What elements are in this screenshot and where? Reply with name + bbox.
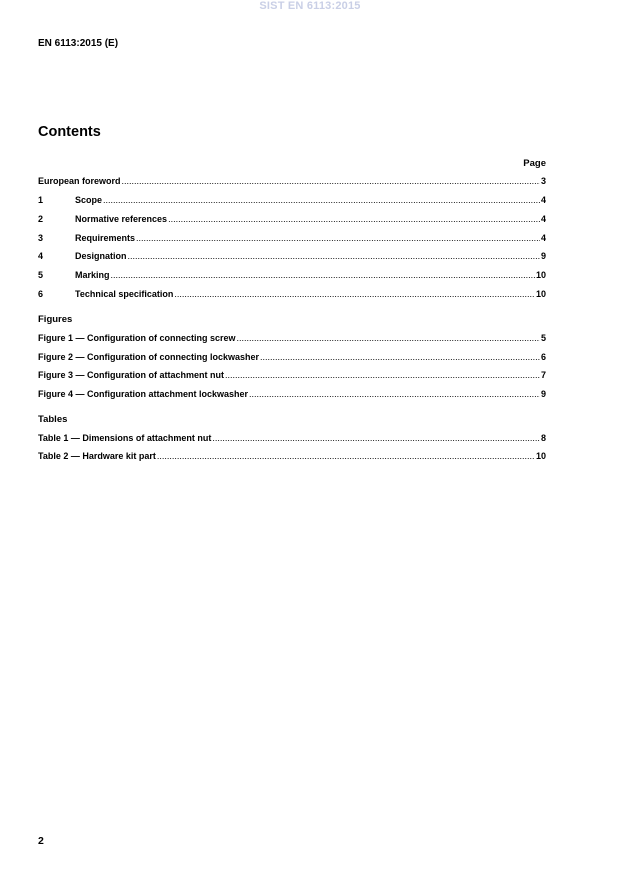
- toc-entry-figure-2[interactable]: [38, 352, 546, 364]
- watermark: SIST EN 6113:2015: [259, 0, 361, 12]
- contents-title: Contents: [38, 124, 101, 140]
- toc-entry-page: 7: [540, 370, 546, 380]
- toc-entry-text: Figure 1 — Configuration of connecting screw: [38, 333, 236, 343]
- toc-entry-text: Figure 2 — Configuration of connecting lockwasher: [38, 352, 260, 362]
- toc-entry-number: 6: [38, 289, 44, 299]
- toc-leader: [103, 195, 540, 205]
- toc-entry-text: European foreword: [38, 176, 121, 186]
- toc-leader: [128, 251, 540, 261]
- toc-entry-page: 10: [535, 270, 546, 280]
- toc-entry-text: Technical specification: [75, 289, 174, 299]
- toc-entry-technical-specification[interactable]: [38, 289, 546, 301]
- toc-leader: [136, 233, 540, 243]
- tables-heading: Tables: [38, 414, 68, 425]
- toc-entry-page: 4: [540, 195, 546, 205]
- toc-entry-text: Marking: [75, 270, 110, 280]
- toc-entry-figure-1[interactable]: [38, 333, 546, 345]
- toc-entry-page: 10: [535, 289, 546, 299]
- toc-entry-text: Figure 3 — Configuration of attachment nut: [38, 370, 224, 380]
- toc-entry-figure-4[interactable]: [38, 389, 546, 401]
- toc-entry-text: Normative references: [75, 214, 168, 224]
- toc-entry-number: 5: [38, 270, 44, 280]
- toc-entry-page: 10: [535, 451, 546, 461]
- toc-leader: [225, 370, 540, 380]
- toc-entry-page: 9: [540, 251, 546, 261]
- toc-entry-page: 4: [540, 233, 546, 243]
- figures-heading: Figures: [38, 314, 73, 325]
- toc-entry-page: 6: [540, 352, 546, 362]
- toc-entry-designation[interactable]: [38, 251, 546, 263]
- toc-entry-text: Requirements: [75, 233, 136, 243]
- toc-entry-page: 5: [540, 333, 546, 343]
- toc-entry-page: 8: [540, 433, 546, 443]
- toc-leader: [260, 352, 540, 362]
- toc-leader: [212, 433, 540, 443]
- toc-leader: [168, 214, 540, 224]
- toc-entry-marking[interactable]: [38, 270, 546, 282]
- toc-entry-requirements[interactable]: [38, 233, 546, 245]
- document-identifier: EN 6113:2015 (E): [38, 38, 119, 49]
- toc-leader: [237, 333, 540, 343]
- toc-leader: [174, 289, 535, 299]
- toc-entry-text: Designation: [75, 251, 127, 261]
- page-number: 2: [38, 835, 44, 847]
- toc-entry-page: 9: [540, 389, 546, 399]
- toc-entry-number: 2: [38, 214, 44, 224]
- toc-entry-scope[interactable]: [38, 195, 546, 207]
- toc-entry-foreword[interactable]: [38, 176, 546, 188]
- toc-entry-text: Table 2 — Hardware kit part: [38, 451, 156, 461]
- toc-entry-figure-3[interactable]: [38, 370, 546, 382]
- toc-entry-number: 3: [38, 233, 44, 243]
- toc-entry-number: 1: [38, 195, 44, 205]
- toc-leader: [111, 270, 535, 280]
- toc-entry-page: 3: [540, 176, 546, 186]
- toc-leader: [122, 176, 540, 186]
- toc-entry-text: Scope: [75, 195, 103, 205]
- toc-entry-text: Table 1 — Dimensions of attachment nut: [38, 433, 212, 443]
- toc-leader: [157, 451, 535, 461]
- toc-entry-page: 4: [540, 214, 546, 224]
- toc-entry-text: Figure 4 — Configuration attachment lockwasher: [38, 389, 249, 399]
- page-column-header: Page: [523, 158, 546, 169]
- toc-entry-table-1[interactable]: [38, 433, 546, 445]
- toc-entry-table-2[interactable]: [38, 451, 546, 463]
- toc-entry-number: 4: [38, 251, 44, 261]
- toc-entry-normative-references[interactable]: [38, 214, 546, 226]
- toc-leader: [249, 389, 540, 399]
